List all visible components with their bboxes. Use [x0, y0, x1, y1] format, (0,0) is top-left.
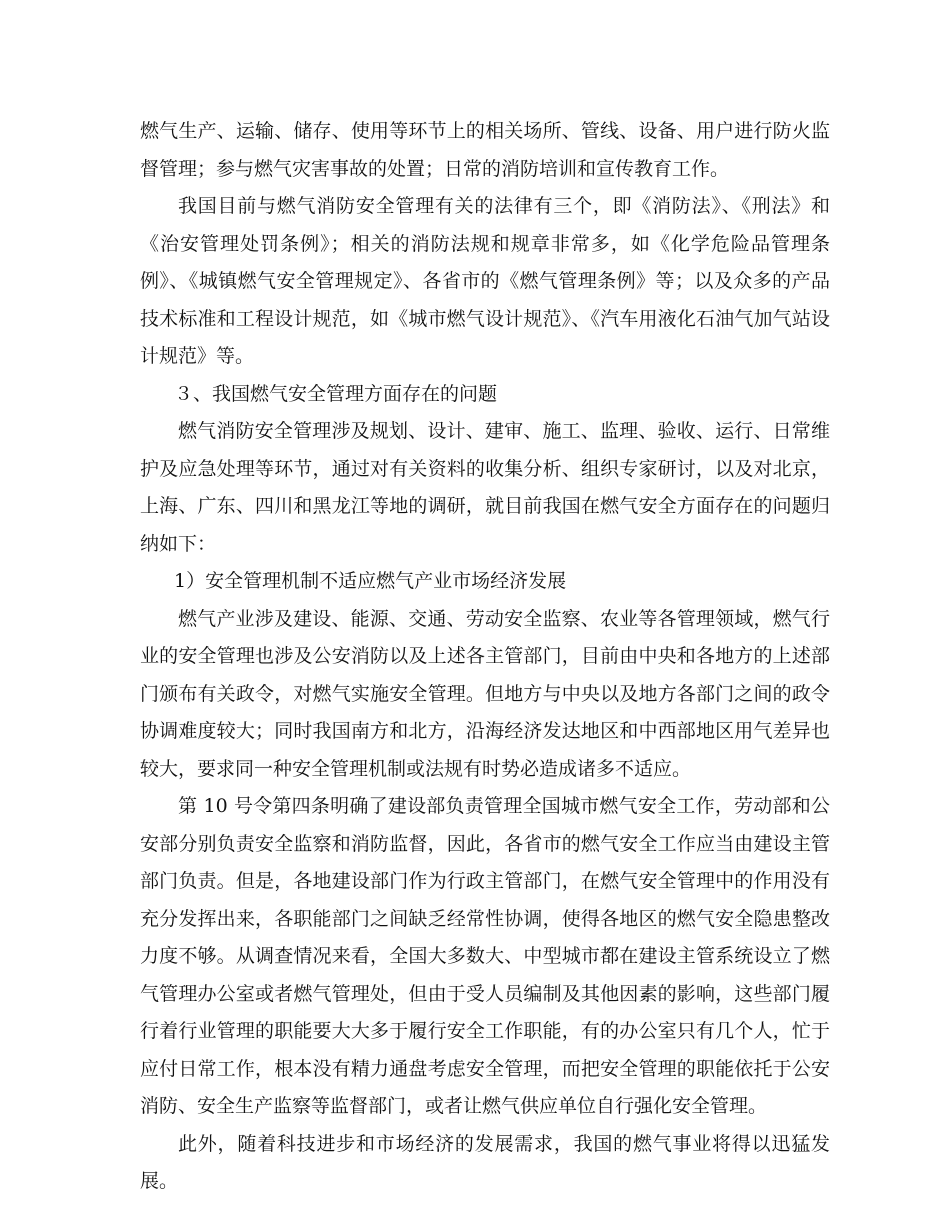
paragraph-laws: 我国目前与燃气消防安全管理有关的法律有三个，即《消防法》、《刑法》和《治安管理处罚条例》；相关的消防法规和规章非常多，如《化学危险品管理条例》、《城镇燃气安全管理规定》、各省市的《燃气管理条例》等；以及众多的产品技术标准和工程设计规范，如《城市燃气设计规范》、《汽车用液化石油气加气站设计规范》等。 — [140, 195, 830, 367]
paragraph-furthermore: 此外，随着科技进步和市场经济的发展需求，我国的燃气事业将得以迅猛发展。 — [140, 1132, 830, 1192]
document-body — [140, 113, 830, 1201]
section-heading: ３、我国燃气安全管理方面存在的问题 — [174, 382, 498, 405]
paragraph-problems-intro: 燃气消防安全管理涉及规划、设计、建审、施工、监理、验收、运行、日常维护及应急处理等环节，通过对有关资料的收集分析、组织专家研讨，以及对北京，上海、广东、四川和黑龙江等地的调研，就目前我国在燃气安全方面存在的问题归纳如下： — [140, 420, 830, 555]
paragraph-continuation: 燃气生产、运输、储存、使用等环节上的相关场所、管线、设备、用户进行防火监督管理；参与燃气灾害事故的处置；日常的消防培训和宣传教育工作。 — [140, 120, 830, 180]
paragraph-order-10: 第 10 号令第四条明确了建设部负责管理全国城市燃气安全工作，劳动部和公安部分别负责安全监察和消防监督，因此，各省市的燃气安全工作应当由建设主管部门负责。但是，各地建设部门作为行政主管部门，在燃气安全管理中的作用没有充分发挥出来，各职能部门之间缺乏经常性协调，使得各地区的燃气安全隐患整改力度不够。从调查情况来看，全国大多数大、中型城市都在建设主管系统设立了燃气管理办公室或者燃气管理处，但由于受人员编制及其他因素的影响，这些部门履行着行业管理的职能要大大多于履行安全工作职能，有的办公室只有几个人，忙于应付日常工作，根本没有精力通盘考虑安全管理，而把安全管理的职能依托于公安消防、安全生产监察等监督部门，或者让燃气供应单位自行强化安全管理。 — [140, 795, 830, 1117]
subsection-heading: 1）安全管理机制不适应燃气产业市场经济发展 — [174, 570, 567, 592]
paragraph-management-fields: 燃气产业涉及建设、能源、交通、劳动安全监察、农业等各管理领域，燃气行业的安全管理也涉及公安消防以及上述各主管部门，目前由中央和各地方的上述部门颁布有关政令，对燃气实施安全管理。但地方与中央以及地方各部门之间的政令协调难度较大；同时我国南方和北方，沿海经济发达地区和中西部地区用气差异也较大，要求同一种安全管理机制或法规有时势必造成诸多不适应。 — [140, 607, 830, 780]
